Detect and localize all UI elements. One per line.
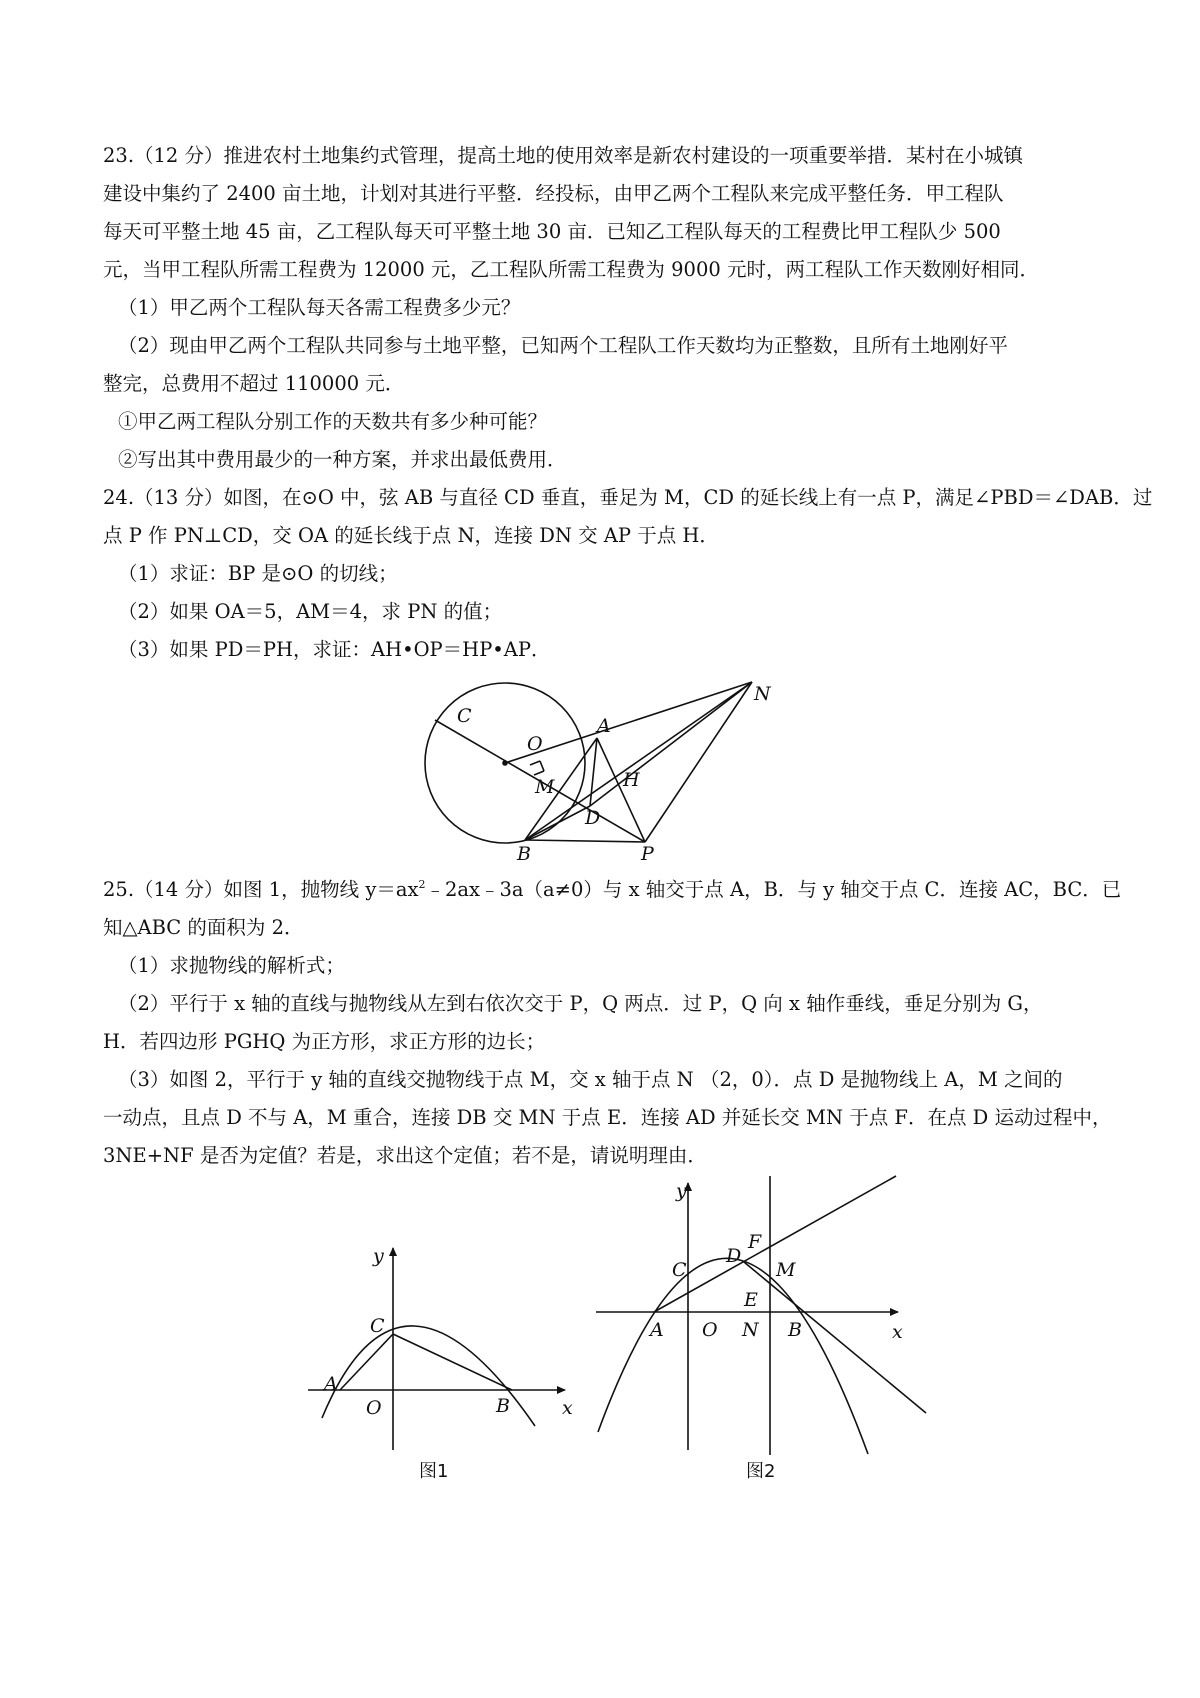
- fig2-line-af: [654, 1176, 896, 1312]
- fig2-label-x: x: [892, 1321, 903, 1343]
- label-p: P: [641, 843, 654, 865]
- q23-line-1: 23.（12 分）推进农村土地集约式管理，提高土地的使用效率是新农村建设的一项重要举措．某村在小城镇: [103, 144, 1024, 167]
- q25-exponent: 2: [418, 878, 426, 891]
- fig2-label-f: F: [748, 1231, 762, 1253]
- fig1-label-o: O: [366, 1397, 382, 1419]
- fig2-label-n: N: [742, 1319, 759, 1341]
- q25-line-1: [103, 878, 1121, 902]
- q25-part-2a: （2）平行于 x 轴的直线与抛物线从左到右依次交于 P，Q 两点．过 P，Q 向 x 轴作垂线，垂足分别为 G，: [118, 992, 1043, 1015]
- line-dn: [590, 682, 752, 806]
- q25-line-1-post: ﹣2ax﹣3a（a≠0）与 x 轴交于点 A，B．与 y 轴交于点 C．连接 AC，BC．已: [425, 878, 1122, 901]
- q25-part-3b: 一动点，且点 D 不与 A，M 重合，连接 DB 交 MN 于点 E．连接 AD 并延长交 MN 于点 F．在点 D 运动过程中，: [103, 1106, 1112, 1129]
- q23-sub-1: ①甲乙两工程队分别工作的天数共有多少种可能？: [118, 410, 548, 433]
- q25-line-2: 知△ABC 的面积为 2．: [103, 916, 304, 939]
- fig2-label-m: M: [776, 1259, 796, 1281]
- fig1-label-y: y: [373, 1245, 384, 1267]
- line-bn: [525, 682, 752, 840]
- fig1-caption: 图1: [419, 1461, 449, 1482]
- label-c: C: [457, 705, 472, 727]
- fig1-label-x: x: [562, 1397, 573, 1419]
- q25-line-1-pre: 25.（14 分）如图 1，抛物线 y＝ax: [103, 878, 419, 901]
- fig1-label-c: C: [370, 1315, 385, 1337]
- fig1-segment-bc: [393, 1334, 512, 1390]
- label-m: M: [535, 776, 555, 798]
- q24-line-2: 点 P 作 PN⊥CD，交 OA 的延长线于点 N，连接 DN 交 AP 于点 H．: [103, 524, 719, 547]
- right-angle-c: [534, 771, 544, 775]
- q23-line-2: 建设中集约了 2400 亩土地，计划对其进行平整．经投标，由甲乙两个工程队来完成平整任务．甲工程队: [103, 182, 1004, 205]
- q23-part-1: （1）甲乙两个工程队每天各需工程费多少元？: [118, 296, 521, 319]
- fig1-segment-ac: [340, 1334, 393, 1390]
- label-d: D: [585, 807, 601, 829]
- q24-line-1: 24.（13 分）如图，在⊙O 中，弦 AB 与直径 CD 垂直，垂足为 M，CD 的延长线上有一点 P，满足∠PBD＝∠DAB．过: [103, 486, 1153, 509]
- q24-part-1: （1）求证：BP 是⊙O 的切线；: [118, 562, 398, 585]
- fig2-parabola: [598, 1258, 868, 1454]
- label-n: N: [754, 683, 771, 705]
- line-db: [525, 806, 590, 840]
- fig2-label-o: O: [702, 1319, 718, 1341]
- line-pn: [645, 682, 752, 842]
- q24-part-3: （3）如果 PD＝PH，求证：AH•OP＝HP•AP．: [118, 638, 551, 661]
- fig2-label-c: C: [672, 1259, 687, 1281]
- fig2-caption: 图2: [746, 1461, 776, 1482]
- q25-part-3c: 3NE+NF 是否为定值？若是，求出这个定值；若不是，请说明理由．: [103, 1144, 707, 1167]
- q23-sub-2: ②写出其中费用最少的一种方案，并求出最低费用．: [118, 448, 567, 471]
- fig2-label-b: B: [788, 1319, 802, 1341]
- q23-part-2b: 整完，总费用不超过 110000 元．: [103, 372, 405, 395]
- q24-geometry-figure: [420, 660, 771, 865]
- q23-part-2a: （2）现由甲乙两个工程队共同参与土地平整，已知两个工程队工作天数均为正整数，且所有土地刚好平: [118, 334, 1008, 357]
- q25-figure-1: [300, 1240, 580, 1490]
- fig1-label-a: A: [324, 1373, 338, 1395]
- right-angle-a: [530, 761, 540, 765]
- fig1-label-b: B: [496, 1395, 510, 1417]
- label-o: O: [527, 733, 543, 755]
- fig2-label-e: E: [744, 1289, 758, 1311]
- line-bp: [525, 840, 645, 842]
- label-b: B: [517, 843, 531, 865]
- label-a: A: [597, 715, 611, 737]
- line-ad: [590, 738, 597, 806]
- q25-part-3a: （3）如图 2，平行于 y 轴的直线交抛物线于点 M，交 x 轴于点 N （2，0）．点 D 是抛物线上 A，M 之间的: [118, 1068, 1063, 1091]
- q25-part-1: （1）求抛物线的解析式；: [118, 954, 345, 977]
- q25-part-2b: H．若四边形 PGHQ 为正方形，求正方形的边长；: [103, 1030, 546, 1053]
- fig2-label-y: y: [676, 1180, 687, 1202]
- q24-part-2: （2）如果 OA＝5，AM＝4，求 PN 的值；: [118, 600, 503, 623]
- fig2-label-a: A: [650, 1319, 664, 1341]
- q23-line-4: 元，当甲工程队所需工程费为 12000 元，乙工程队所需工程费为 9000 元时，两工程队工作天数刚好相同．: [103, 258, 1039, 281]
- q25-figure-2: [590, 1170, 940, 1490]
- q23-line-3: 每天可平整土地 45 亩，乙工程队每天可平整土地 30 亩．已知乙工程队每天的工程费比甲工程队少 500: [103, 220, 1001, 243]
- fig2-label-d: D: [726, 1245, 742, 1267]
- label-h: H: [623, 769, 640, 791]
- center-point-o: [502, 760, 508, 766]
- right-angle-b: [540, 761, 544, 771]
